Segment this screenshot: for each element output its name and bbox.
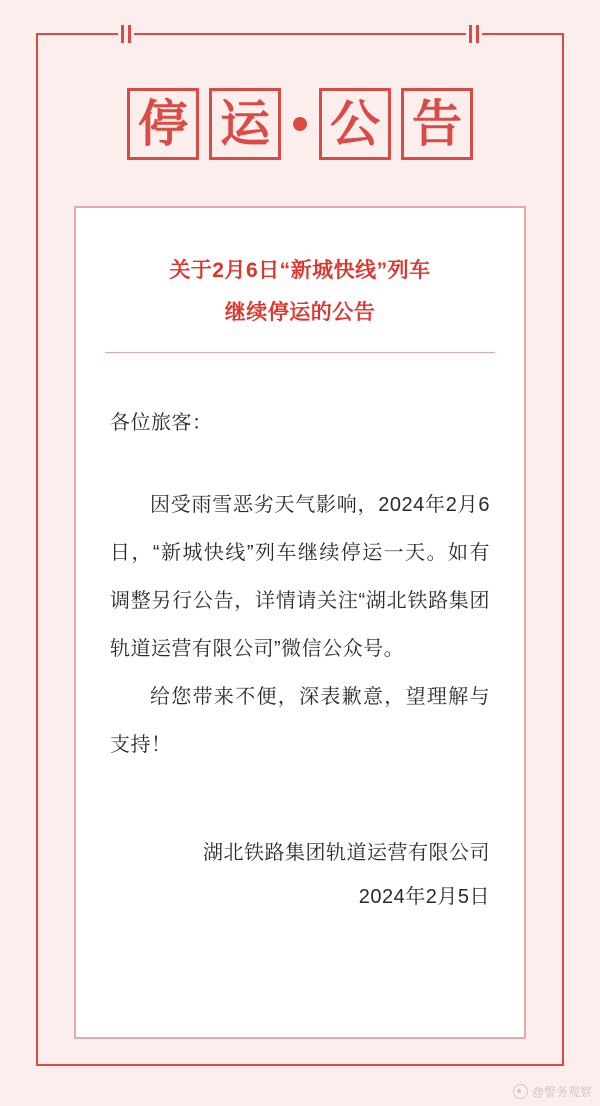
headline-char-2: 运 (209, 88, 281, 160)
notice-paragraph-2: 给您带来不便，深表歉意，望理解与支持！ (110, 686, 490, 756)
poster-headline (0, 88, 600, 160)
frame-notch-left-icon (118, 25, 134, 43)
watermark-label: @警务观察 (531, 1085, 592, 1099)
notice-signature-org: 湖北铁路集团轨道运营有限公司 (203, 842, 490, 864)
notice-title-line-1: 关于2月6日“新城快线”列车 (169, 259, 431, 282)
headline-char-4: 告 (401, 88, 473, 160)
notice-paragraph-1: 因受雨雪恶劣天气影响，2024年2月6日，“新城快线”列车继续停运一天。如有调整另行公告，详情请关注“湖北铁路集团轨道运营有限公司”微信公众号。 (110, 494, 490, 660)
eye-icon (513, 1084, 528, 1099)
frame-notch-right-icon (466, 25, 482, 43)
headline-char-1: 停 (127, 88, 199, 160)
headline-char-3: 公 (319, 88, 391, 160)
notice-title-line-2: 继续停运的公告 (224, 301, 376, 324)
title-divider (105, 352, 495, 353)
headline-separator-dot-icon (293, 117, 307, 131)
notice-salutation: 各位旅客： (110, 412, 213, 434)
notice-card (74, 206, 526, 1039)
notice-signature-date: 2024年2月5日 (358, 886, 490, 908)
watermark (513, 1083, 592, 1100)
